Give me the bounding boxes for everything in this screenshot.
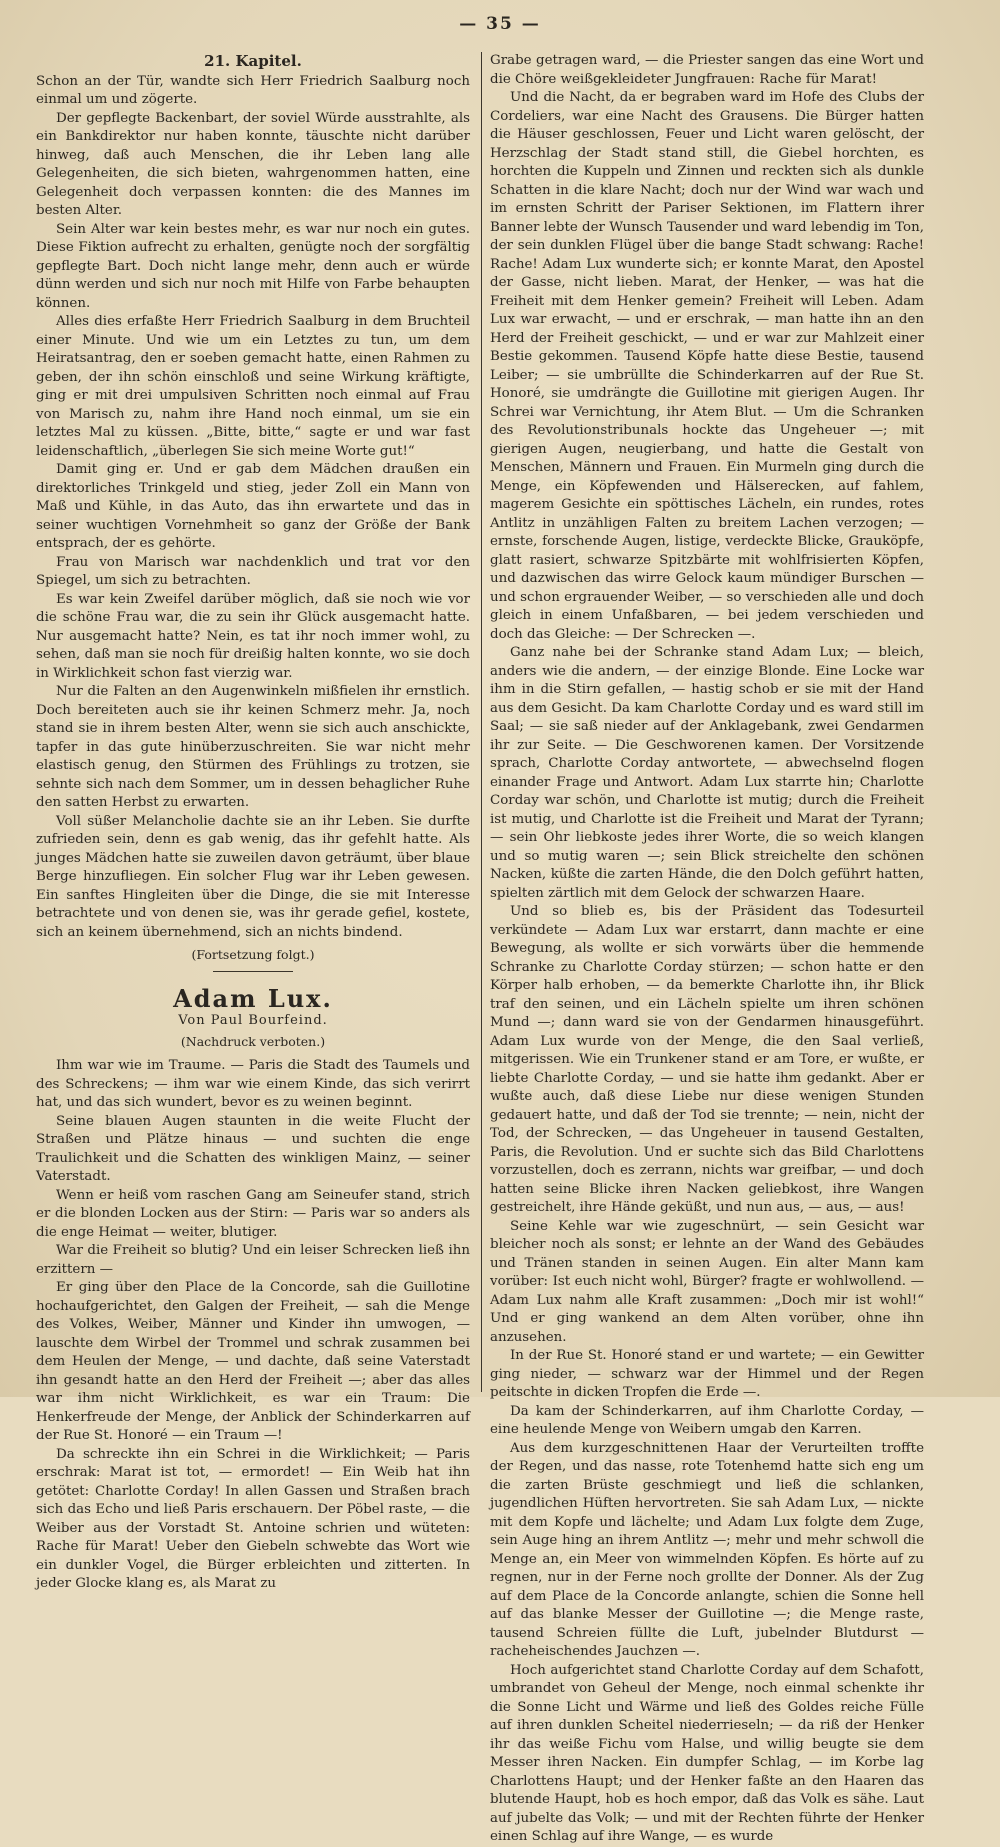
story-paragraph: Seine blauen Augen staunten in die weite Flucht der Straßen und Plätze hinaus — und suchten die enge Traulichkeit und die Schatten des winkligen Mainz, — seiner Vaterstadt. <box>36 1113 470 1184</box>
story-paragraph: Seine Kehle war wie zugeschnürt, — sein Gesicht war bleicher noch als sonst; er lehnte an der Wand des Gebäudes und Tränen standen in seinen Augen. Ein alter Mann kam vorüber: Ist euch nicht wohl, Bürger? fragte er wohlwollend. — Adam Lux nahm alle Kraft zusammen: „Doch mir ist wohl!“ Und er ging wankend an dem Alten vorüber, ohne ihn anzusehen. <box>490 1218 924 1345</box>
story-paragraph: Ihm war wie im Traume. — Paris die Stadt des Taumels und des Schreckens; — ihm war wie einem Kinde, das sich verirrt hat, und das sich wundert, bevor es zu weinen beginnt. <box>36 1058 470 1110</box>
story-paragraph: Er ging über den Place de la Concorde, sah die Guillotine hochaufgerichtet, den Galgen der Freiheit, — sah die Menge des Volkes, Weiber, Männer und Kinder ihn umwogen, — lauschte dem Wirbel der Trommel und schrak zusammen bei dem Heulen der Menge, — und dachte, daß seine Vaterstadt ihn gesandt hatte an den Herd der Freiheit —; aber das alles war ihm nicht Wirklichkeit, es war ein Traum: Die Henkerfreude der Menge, der Anblick der Schinderkarren auf der Rue St. Honoré — ein Traum —! <box>36 1280 470 1443</box>
story-paragraph: Grabe getragen ward, — die Priester sangen das eine Wort und die Chöre weißgekleideter Jungfrauen: Rache für Marat! <box>490 53 924 87</box>
story-paragraph: Und die Nacht, da er begraben ward im Hofe des Clubs der Cordeliers, war eine Nacht des Grausens. Die Bürger hatten die Häuser geschlossen, Feuer und Licht waren gelöscht, der Herzschlag der Stadt stand still, die Giebel horchten, es horchten die Kuppeln und Zinnen und reckten sich als dunkle Schatten in die klare Nacht; doch nur der Wind war wach und im ernsten Schritt der Pariser Sektionen, im Flattern ihrer Banner lebte der Wunsch Tausender und ward lebendig im Ton, der sein dunklen Flügel über die bange Stadt schwang: Rache! Rache! Adam Lux wunderte sich; er konnte Marat, den Apostel der Gasse, nicht lieben. Marat, der Henker, — was hat die Freiheit mit dem Henker gemein? Freiheit will Leben. Adam Lux war erwacht, — und er erschrak, — man hatte ihn an den Herd der Freiheit geschickt, — und er war zur Mahlzeit einer Bestie gekommen. Tausend Köpfe hatte diese Bestie, tausend Leiber; — sie umbrüllte die Schinderkarren auf der Rue St. Honoré, sie umdrängte die Guillotine mit gierigen Augen. Ihr Schrei war Vernichtung, ihr Atem Blut. — Um die Schranken des Revolutionstribunals hockte das Ungeheuer —; mit gierigen Augen, neugierbang, und hatte die Gestalt von Menschen, Männern und Frauen. Ein Murmeln ging durch die Menge, ein Köpfewenden und Hälserecken, auf fahlem, magerem Gesichte ein spöttisches Lächeln, ein rundes, rotes Antlitz in unzähligen Falten zu breitem Lachen verzogen; — ernste, forschende Augen, listige, verdeckte Blicke, Grauköpfe, glatt rasiert, schwarze Spitzbärte mit wohlfrisierten Köpfen, und dazwischen das wirre Gelock kaum mündiger Burschen — und schon ergrauender Weiber, — so verschieden alle und doch gleich in einem Unfaßbaren, — bei jedem verschieden und doch das Gleiche: — Der Schrecken —. <box>490 90 924 642</box>
chapter-heading: 21. Kapitel. <box>204 52 302 70</box>
paragraph: Der gepflegte Backenbart, der soviel Würde ausstrahlte, als ein Bankdirektor nur haben konnte, täuschte nicht darüber hinweg, daß auch Menschen, die ihr Leben lang alle Gelegenheiten, die sich bieten, wahrgenommen hatten, eine Gelegenheit doch verpassen konnten: die des Mannes im besten Alter. <box>36 110 470 218</box>
column-divider <box>481 52 482 1392</box>
paragraph: Sein Alter war kein bestes mehr, es war nur noch ein gutes. Diese Fiktion aufrecht zu erhalten, genügte noch der sorgfältig gepflegte Bart. Doch nicht lange mehr, denn auch er würde dünn werden und sich nur noch mit Hilfe von Farbe behaupten können. <box>36 221 470 311</box>
page-number: — 35 — <box>459 14 541 34</box>
story-paragraph: War die Freiheit so blutig? Und ein leiser Schrecken ließ ihn erzittern — <box>36 1243 470 1277</box>
right-column <box>490 52 924 1844</box>
story-paragraph: Da schreckte ihn ein Schrei in die Wirklichkeit; — Paris erschrak: Marat ist tot, — ermordet! — Ein Weib hat ihn getötet: Charlotte Corday! In allen Gassen und Straßen brach sich das Echo und ließ Paris erschauern. Der Pöbel raste, — die Weiber aus der Vorstadt St. Antoine schrien und wüteten: Rache für Marat! Ueber den Giebeln schwebte das Wort wie ein dunkler Vogel, die Bürger erbleichten und zitterten. In jeder Glocke klang es, als Marat zu <box>36 1446 470 1591</box>
paragraph: Schon an der Tür, wandte sich Herr Friedrich Saalburg noch einmal um und zögerte. <box>36 73 470 107</box>
story-paragraph: In der Rue St. Honoré stand er und wartete; — ein Gewitter ging nieder, — schwarz war der Himmel und der Regen peitschte in dicken Tropfen die Erde —. <box>490 1348 924 1400</box>
story-title: Adam Lux. <box>173 983 333 1013</box>
reprint-notice: (Nachdruck verboten.) <box>180 1033 326 1049</box>
left-column <box>36 52 470 1591</box>
paragraph: Frau von Marisch war nachdenklich und trat vor den Spiegel, um sich zu betrachten. <box>36 554 470 588</box>
paragraph: Voll süßer Melancholie dachte sie an ihr Leben. Sie durfte zufrieden sein, denn es gab wenig, das ihr gefehlt hatte. Als junges Mädchen hatte sie zuweilen davon geträumt, über blaue Berge hinzufliegen. Ein solcher Flug war ihr Leben gewesen. Ein sanftes Hingleiten über die Dinge, die sie mit Interesse betrachtete und von denen sie, was ihr gerade gefiel, kostete, sich an keinem übernehmend, sich an nichts bindend. <box>36 813 470 940</box>
story-paragraph: Da kam der Schinderkarren, auf ihm Charlotte Corday, — eine heulende Menge von Weibern umgab den Karren. <box>490 1403 924 1437</box>
story-paragraph: Aus dem kurzgeschnittenen Haar der Verurteilten troffte der Regen, und das nasse, rote Totenhemd hatte sich eng um die zarten Brüste geschmiegt und ließ die schlanken, jugendlichen Hüften hervortreten. Sie sah Adam Lux, — nickte mit dem Kopfe und lächelte; und Adam Lux folgte dem Zuge, sein Auge hing an ihrem Antlitz —; mehr und mehr schwoll die Menge an, ein Meer von wimmelnden Köpfen. Es hörte auf zu regnen, nur in der Ferne noch grollte der Donner. Als der Zug auf dem Place de la Concorde anlangte, schien die Sonne hell auf das blanke Messer der Guillotine —; die Menge raste, tausend Schreien füllte die Luft, jubelnder Blutdurst — racheheischendes Jauchzen —. <box>490 1440 924 1659</box>
story-paragraph: Wenn er heiß vom raschen Gang am Seineufer stand, strich er die blonden Locken aus der Stirn: — Paris war so anders als die enge Heimat — weiter, blutiger. <box>36 1187 470 1240</box>
paragraph: Es war kein Zweifel darüber möglich, daß sie noch wie vor die schöne Frau war, die zu sein ihr Glück ausgemacht hatte. Nur ausgemacht hatte? Nein, es tat ihr noch immer wohl, zu sehen, daß man sie noch für dreißig halten konnte, wo sie doch in Wirklichkeit schon fast vierzig war. <box>36 591 470 681</box>
section-rule <box>213 971 293 972</box>
continued-note: (Fortsetzung folgt.) <box>191 947 315 962</box>
byline: Von Paul Bourfeind. <box>178 1013 328 1028</box>
paragraph: Alles dies erfaßte Herr Friedrich Saalburg in dem Bruchteil einer Minute. Und wie um ein Letztes zu tun, um dem Heiratsantrag, den er soeben gemacht hatte, einen Rahmen zu geben, der ihn schön einschloß und seine Wirkung kräftigte, ging er mit drei umpulsiven Schritten noch einmal auf Frau von Marisch zu, nahm ihre Hand noch einmal, um sie ein letztes Mal zu küssen. „Bitte, bitte,“ sagte er und war fast leidenschaftlich, „überlegen Sie sich meine Worte gut!“ <box>36 314 470 459</box>
paragraph: Nur die Falten an den Augenwinkeln mißfielen ihr ernstlich. Doch bereiteten auch sie ihr keinen Schmerz mehr. Ja, noch stand sie in ihrem besten Alter, wenn sie sich auch anschickte, tapfer in das gute hinüberzuschreiten. Sie war nicht mehr elastisch genug, den Stürmen des Frühlings zu trotzen, sie sehnte sich nach dem Sommer, um in dessen behaglicher Ruhe den satten Herbst zu erwarten. <box>36 684 470 810</box>
paragraph: Damit ging er. Und er gab dem Mädchen draußen ein direktorliches Trinkgeld und stieg, jeder Zoll ein Mann von Maß und Kühle, in das Auto, das ihn erwartete und das in seiner wuchtigen Vornehmheit so ganz der Größe der Bank entsprach, der es gehörte. <box>36 462 470 551</box>
story-paragraph: Und so blieb es, bis der Präsident das Todesurteil verkündete — Adam Lux war erstarrt, dann machte er eine Bewegung, als wollte er sich vorwärts über die hemmende Schranke zu Charlotte Corday stürzen; — schon hatte er den Körper halb erhoben, — da bemerkte Charlotte ihn, ihr Blick traf den seinen, und ein Lächeln spielte um ihren schönen Mund —; dann ward sie von der Gendarmen hinausgeführt. Adam Lux wurde von der Menge, die den Saal verließ, mitgerissen. Wie ein Trunkener stand er am Tore, er wußte, er liebte Charlotte Corday, — und sie hatte ihm gedankt. Aber er wußte auch, daß diese Liebe nur diese wenigen Stunden gedauert hatte, und daß der Tod sie trennte; — nein, nicht der Tod, der Schrecken, — das Ungeheuer in tausend Gestalten, Paris, die Revolution. Und er suchte sich das Bild Charlottens vorzustellen, doch es zerrann, nichts war greifbar, — und doch hatten seine Blicke ihren Nacken geliebkost, ihre Wangen gestreichelt, ihre Hände geküßt, und nun aus, — aus, — aus! <box>490 904 924 1215</box>
story-paragraph: Ganz nahe bei der Schranke stand Adam Lux; — bleich, anders wie die andern, — der einzige Blonde. Eine Locke war ihm in die Stirn gefallen, — hastig schob er sie mit der Hand aus dem Gesicht. Da kam Charlotte Corday und es ward still im Saal; — sie saß nieder auf der Anklagebank, zwei Gendarmen ihr zur Seite. — Die Geschworenen kamen. Der Vorsitzende sprach, Charlotte Corday antwortete, — abwechselnd flogen einander Frage und Antwort. Adam Lux starrte hin; Charlotte Corday war schön, und Charlotte ist mutig; durch die Freiheit ist mutig, und Charlotte ist die Freiheit und Marat der Tyrann; — sein Ohr liebkoste jedes ihrer Worte, die so weich klangen und so mutig waren —; sein Blick streichelte den schönen Nacken, küßte die zarten Hände, die den Dolch geführt hatten, spielten zärtlich mit dem Gelock der schwarzen Haare. <box>490 645 924 901</box>
story-paragraph: Hoch aufgerichtet stand Charlotte Corday auf dem Schafott, umbrandet von Geheul der Menge, noch einmal schenkte ihr die Sonne Licht und Wärme und ließ des Goldes reiche Fülle auf ihren dunklen Scheitel niederrieseln; — da riß der Henker ihr das weiße Fichu vom Halse, und willig beugte sie dem Messer ihren Nacken. Ein dumpfer Schlag, — im Korbe lag Charlottens Haupt; und der Henker faßte an den Haaren das blutende Haupt, hob es hoch empor, daß das Volk es sähe. Laut auf jubelte das Volk; — und mit der Rechten führte der Henker einen Schlag auf ihre Wange, — es wurde <box>490 1662 924 1844</box>
